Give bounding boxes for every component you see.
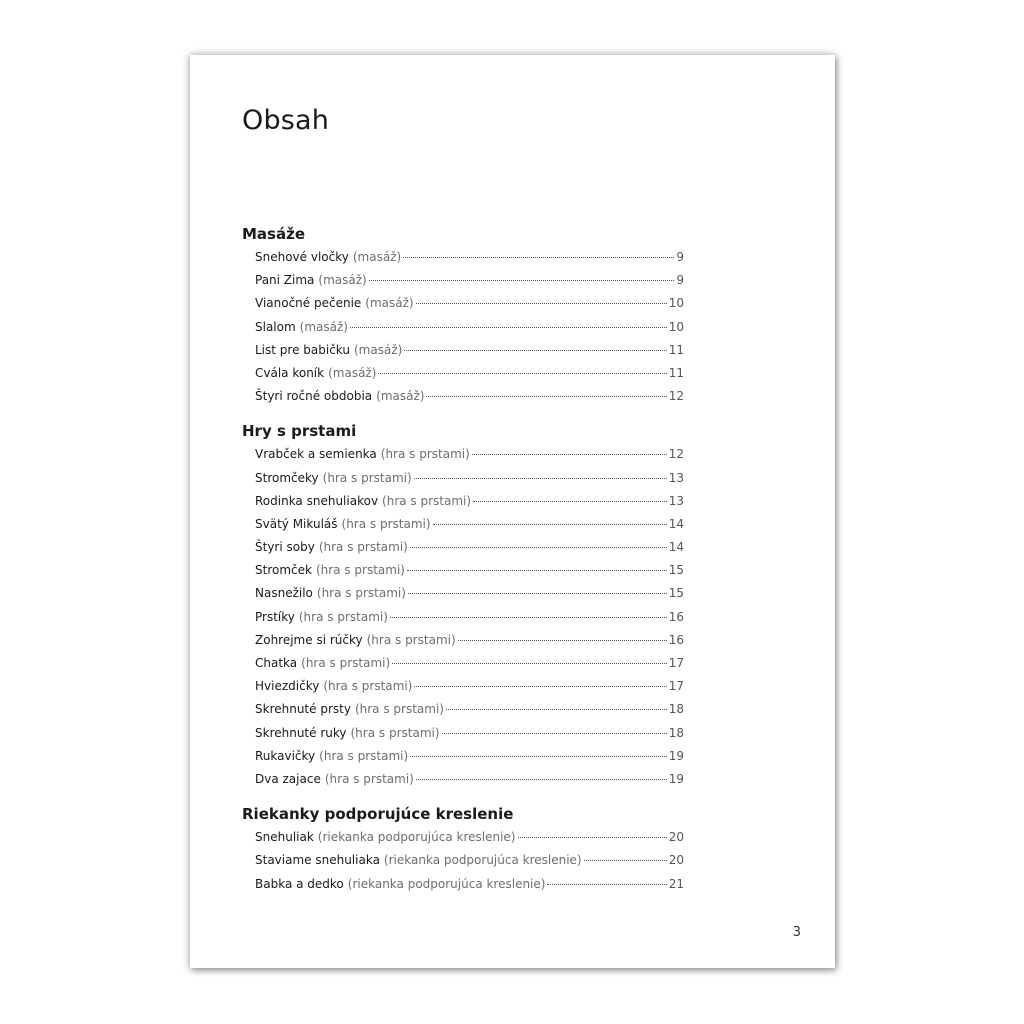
entry-page-number: 12 [668, 447, 684, 462]
dot-leader [426, 396, 666, 397]
entry-page-number: 19 [668, 771, 684, 786]
entry-page-number: 11 [668, 342, 684, 357]
toc-entry [242, 362, 684, 385]
section-heading: Riekanky podporujúce kreslenie [242, 805, 514, 824]
dot-leader [404, 350, 666, 351]
entry-page-number: 14 [668, 540, 684, 555]
entry-page-number: 11 [668, 365, 684, 380]
entry-type: (masáž) [328, 365, 377, 380]
entry-type: (hra s prstami) [298, 609, 388, 624]
entry-type: (masáž) [376, 389, 425, 404]
dot-leader [416, 303, 667, 304]
toc-entry [242, 675, 684, 698]
dot-leader [350, 327, 667, 328]
toc-section [242, 420, 684, 791]
entry-page-number: 9 [676, 273, 684, 288]
dot-leader [446, 709, 667, 710]
toc-entry [242, 606, 684, 629]
entry-page-number: 9 [676, 250, 684, 264]
entry-type: (hra s prstami) [380, 447, 470, 462]
dot-leader [408, 593, 667, 594]
entry-title: Štyri soby [255, 540, 315, 555]
entry-page-number: 15 [668, 563, 684, 578]
toc-entry [242, 582, 684, 605]
entry-page-number: 10 [668, 319, 684, 334]
entry-type: (hra s prstami) [354, 702, 444, 717]
entry-title: Cvála koník [255, 365, 325, 380]
toc-entry [242, 316, 684, 339]
dot-leader [584, 860, 667, 861]
dot-leader [403, 257, 674, 258]
entry-type: (hra s prstami) [382, 493, 472, 508]
toc-entry [242, 768, 684, 791]
entry-page-number: 17 [668, 679, 684, 694]
entry-title: Hviezdičky [255, 679, 320, 694]
entry-type: (hra s prstami) [316, 586, 406, 601]
entry-page-number: 18 [668, 725, 684, 740]
section-heading: Masáže [242, 225, 306, 243]
entry-page-number: 14 [668, 516, 684, 531]
entry-page-number: 18 [668, 702, 684, 717]
toc-entry [242, 385, 684, 408]
entry-page-number: 10 [668, 296, 684, 311]
entry-title: Nasnežilo [255, 586, 313, 601]
toc-entry [242, 467, 684, 490]
dot-leader [407, 570, 667, 571]
toc-section [242, 803, 684, 896]
entry-title: Skrehnuté ruky [255, 725, 347, 740]
toc-entry [242, 292, 684, 315]
toc-entry [242, 873, 684, 896]
toc-entry [242, 722, 684, 745]
toc-entry [242, 559, 684, 582]
entry-page-number: 13 [668, 470, 684, 485]
entry-type: (riekanka podporujúca kreslenie) [347, 876, 546, 891]
entry-title: List pre babičku [255, 342, 350, 357]
entry-title: Vrabček a semienka [255, 447, 377, 462]
entry-type: (hra s prstami) [322, 470, 412, 485]
toc-entry [242, 698, 684, 721]
toc-entry [242, 849, 684, 872]
dot-leader [392, 663, 667, 664]
entry-title: Staviame snehuliaka [255, 853, 380, 868]
table-of-contents [242, 223, 684, 896]
section-heading: Hry s prstami [242, 422, 357, 441]
toc-entry [242, 269, 684, 292]
entry-title: Rodinka snehuliakov [255, 493, 379, 508]
entry-title: Babka a dedko [255, 876, 344, 891]
dot-leader [518, 837, 667, 838]
entry-type: (masáž) [353, 342, 403, 357]
dot-leader [410, 547, 667, 548]
entry-page-number: 20 [668, 830, 684, 845]
entry-page-number: 17 [668, 656, 684, 670]
dot-leader [458, 640, 667, 641]
entry-page-number: 19 [668, 748, 684, 763]
toc-entry [242, 246, 684, 269]
dot-leader [414, 478, 667, 479]
entry-page-number: 13 [668, 493, 684, 508]
entry-page-number: 16 [668, 609, 684, 624]
dot-leader [472, 454, 667, 455]
entry-title: Dva zajace [255, 771, 321, 786]
entry-type: (hra s prstami) [318, 540, 408, 555]
entry-title: Stromček [255, 563, 312, 578]
toc-entry [242, 339, 684, 362]
entry-title: Snehuliak [255, 830, 314, 845]
page-title: Obsah [242, 105, 330, 136]
page-number: 3 [792, 925, 801, 940]
entry-type: (masáž) [352, 250, 402, 264]
entry-type: (hra s prstami) [315, 563, 405, 578]
entry-type: (hra s prstami) [319, 748, 409, 763]
entry-type: (masáž) [299, 319, 348, 334]
entry-type: (hra s prstami) [324, 771, 414, 786]
entry-title: Skrehnuté prsty [255, 702, 351, 717]
entry-type: (masáž) [318, 273, 367, 288]
entry-type: (hra s prstami) [350, 725, 440, 740]
entry-title: Pani Zima [255, 273, 315, 288]
toc-entry [242, 745, 684, 768]
dot-leader [414, 686, 666, 687]
entry-title: Svätý Mikuláš [255, 516, 338, 531]
toc-entry [242, 826, 684, 849]
toc-entry [242, 443, 684, 466]
entry-type: (masáž) [365, 296, 414, 311]
entry-title: Vianočné pečenie [255, 296, 362, 311]
toc-entry [242, 536, 684, 559]
document-page [190, 55, 835, 968]
entry-page-number: 20 [668, 853, 684, 868]
dot-leader [547, 884, 666, 885]
entry-title: Prstíky [255, 609, 295, 624]
toc-entry [242, 490, 684, 513]
toc-entry [242, 652, 684, 675]
dot-leader [473, 501, 667, 502]
entry-type: (hra s prstami) [301, 656, 391, 670]
entry-title: Rukavičky [255, 748, 316, 763]
toc-section [242, 223, 684, 408]
entry-title: Stromčeky [255, 470, 319, 485]
toc-entry [242, 513, 684, 536]
dot-leader [433, 524, 667, 525]
entry-page-number: 21 [668, 876, 684, 891]
entry-type: (hra s prstami) [341, 516, 431, 531]
dot-leader [442, 733, 667, 734]
dot-leader [390, 617, 667, 618]
dot-leader [378, 373, 666, 374]
entry-page-number: 12 [668, 389, 684, 404]
entry-type: (riekanka podporujúca kreslenie) [317, 830, 516, 845]
entry-page-number: 16 [668, 632, 684, 647]
entry-type: (hra s prstami) [366, 632, 456, 647]
entry-type: (hra s prstami) [323, 679, 413, 694]
entry-title: Slalom [255, 319, 296, 334]
entry-title: Snehové vločky [255, 250, 349, 264]
dot-leader [416, 779, 667, 780]
entry-title: Zohrejme si rúčky [255, 632, 363, 647]
entry-title: Štyri ročné obdobia [255, 389, 373, 404]
dot-leader [369, 280, 675, 281]
entry-title: Chatka [255, 656, 298, 670]
dot-leader [410, 756, 667, 757]
entry-page-number: 15 [668, 586, 684, 601]
toc-entry [242, 629, 684, 652]
entry-type: (riekanka podporujúca kreslenie) [383, 853, 582, 868]
